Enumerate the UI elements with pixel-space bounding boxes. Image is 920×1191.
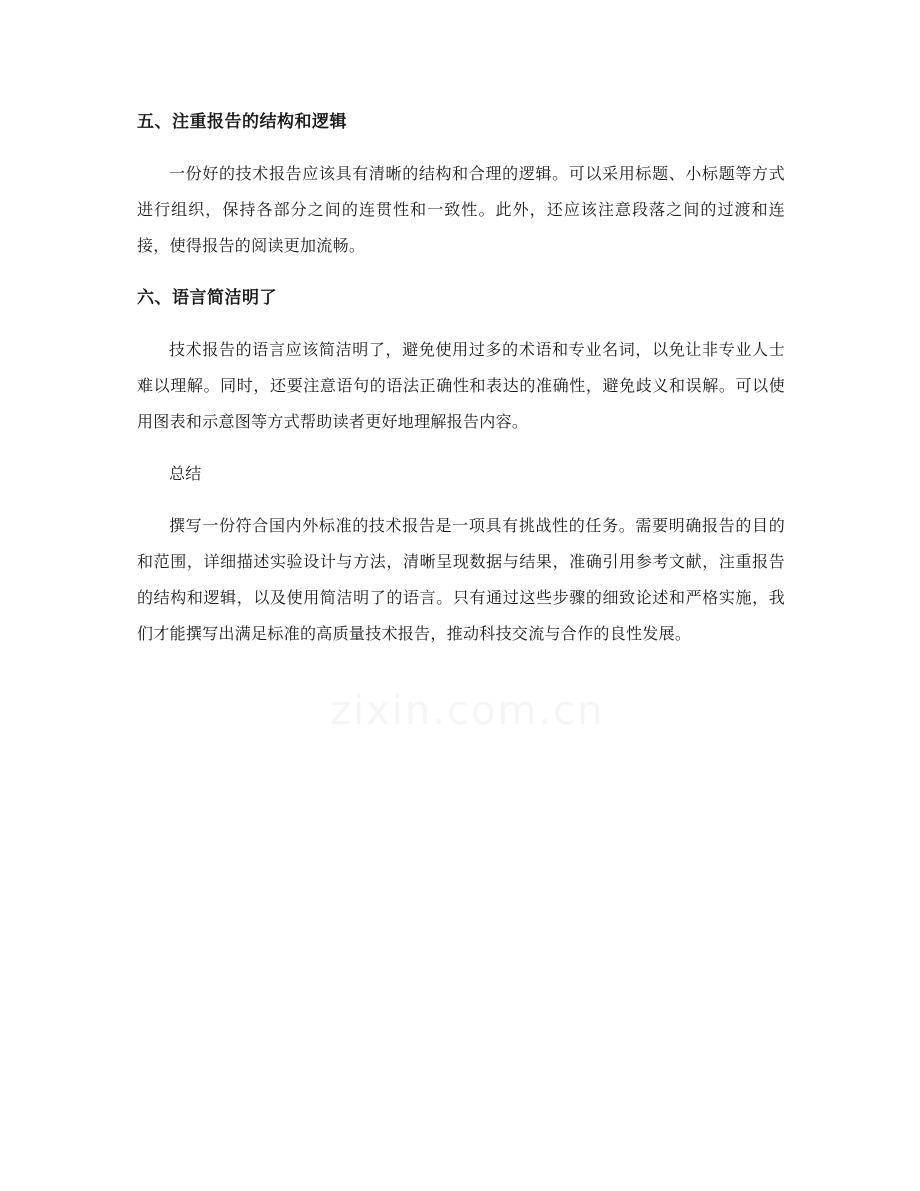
- document-body: [137, 104, 785, 652]
- watermark: zixin.com.cn: [330, 688, 605, 734]
- section-five-paragraph: 一份好的技术报告应该具有清晰的结构和合理的逻辑。可以采用标题、小标题等方式进行组织，保持各部分之间的连贯性和一致性。此外，还应该注意段落之间的过渡和连接，使得报告的阅读更加流畅。: [137, 164, 785, 255]
- summary-paragraph: 撰写一份符合国内外标准的技术报告是一项具有挑战性的任务。需要明确报告的目的和范围，详细描述实验设计与方法，清晰呈现数据与结果，准确引用参考文献，注重报告的结构和逻辑，以及使用简洁明了的语言。只有通过这些步骤的细致论述和严格实施，我们才能撰写出满足标准的高质量技术报告，推动科技交流与合作的良性发展。: [137, 516, 785, 643]
- section-six-heading: 六、语言简洁明了: [137, 288, 277, 308]
- section-five-heading: 五、注重报告的结构和逻辑: [137, 112, 347, 132]
- section-six-paragraph: 技术报告的语言应该简洁明了，避免使用过多的术语和专业名词，以免让非专业人士难以理解。同时，还要注意语句的语法正确性和表达的准确性，避免歧义和误解。可以使用图表和示意图等方式帮助读者更好地理解报告内容。: [137, 340, 785, 431]
- summary-label: 总结: [169, 464, 202, 483]
